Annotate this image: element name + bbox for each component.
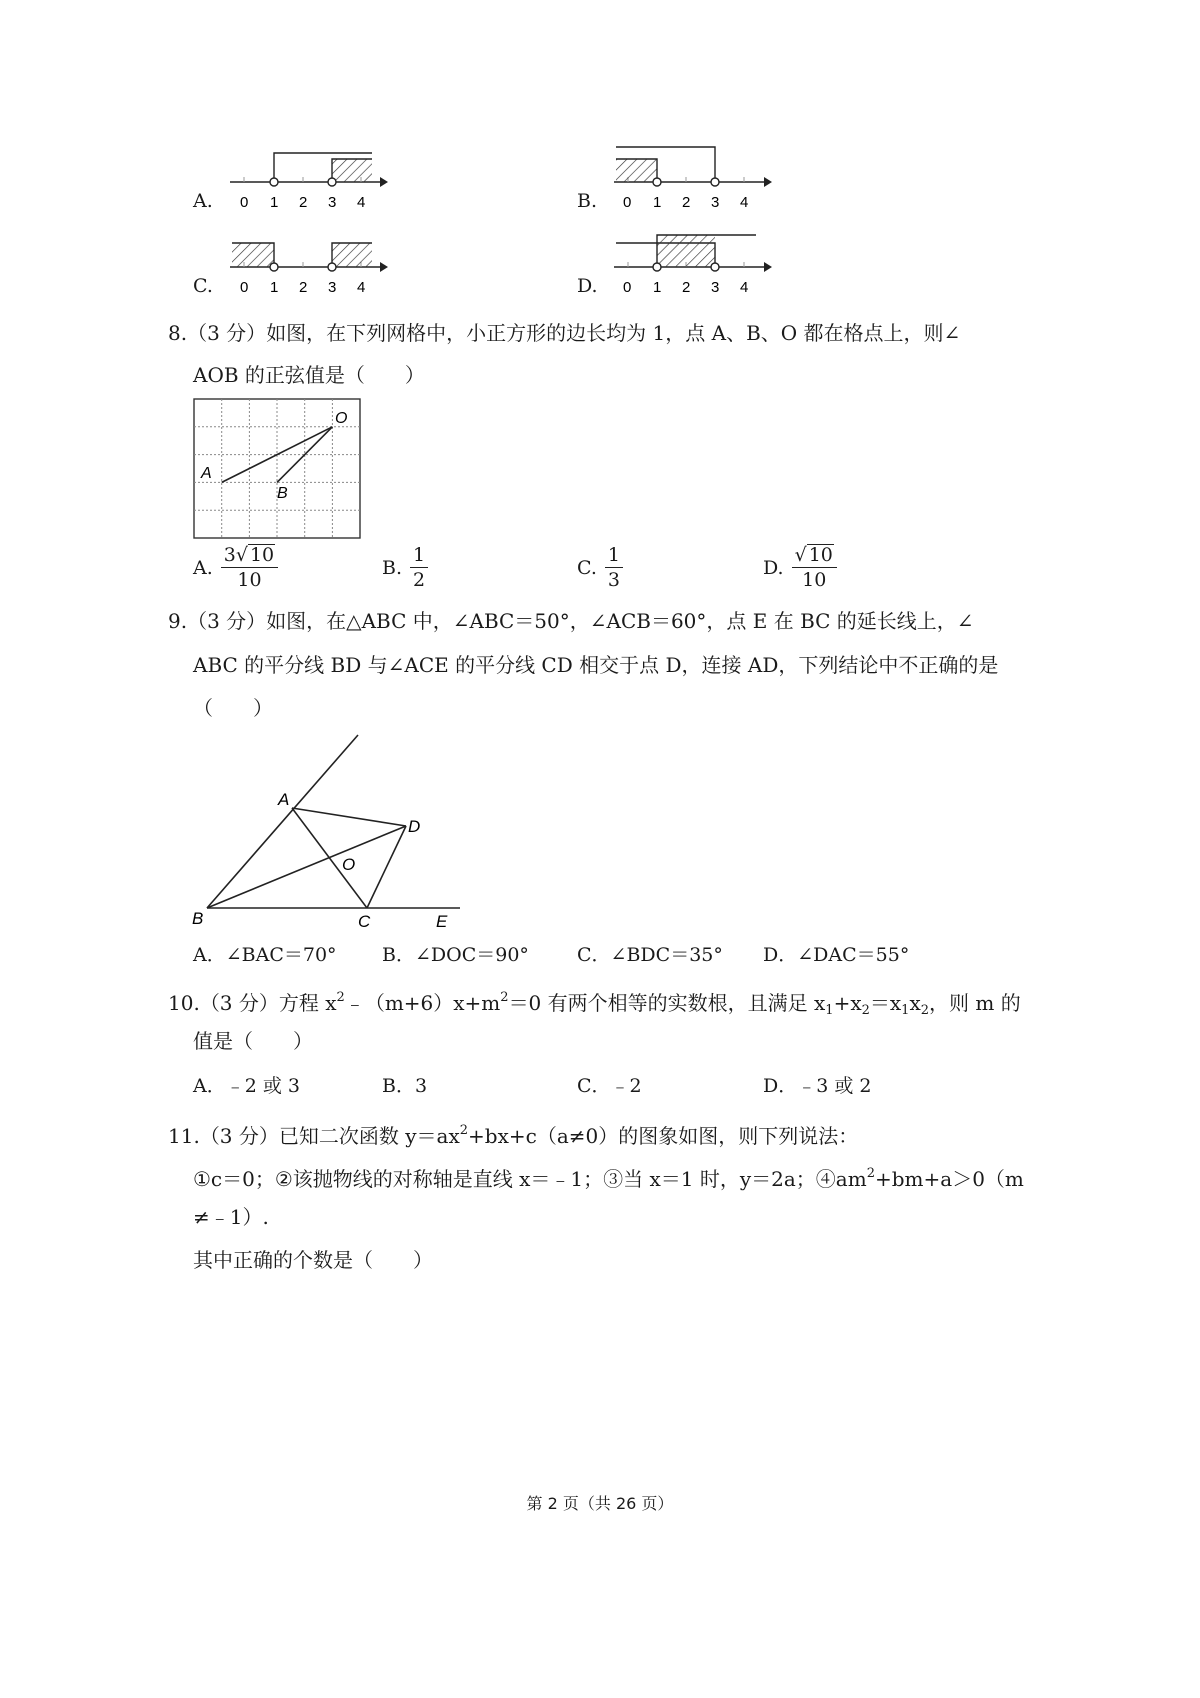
q9-point-o-label: O bbox=[342, 855, 356, 874]
q11-line-4: 其中正确的个数是（ ） bbox=[193, 1248, 433, 1272]
svg-text:3: 3 bbox=[328, 279, 337, 296]
q8-option-d-denominator: 10 bbox=[802, 569, 827, 591]
q11-text-b: +bx+c（a≠0）的图象如图，则下列说法： bbox=[468, 1124, 859, 1148]
q9-point-b-label: B bbox=[192, 909, 204, 928]
svg-text:4: 4 bbox=[357, 279, 366, 296]
q10-sup-2: 2 bbox=[500, 990, 509, 1005]
q9-stem-line-1: 如图，在△ABC 中，∠ABC＝50°，∠ACB＝60°，点 E 在 BC 的延长线上，∠ bbox=[266, 609, 974, 633]
q9-stem-line-3: （ ） bbox=[193, 696, 273, 720]
q11-statements-a: ①c＝0；②该抛物线的对称轴是直线 x＝﹣1；③当 x＝1 时，y＝2a；④am bbox=[193, 1167, 867, 1191]
q10-sub-1: 1 bbox=[825, 1003, 834, 1018]
q8-option-a-denominator: 10 bbox=[237, 569, 262, 591]
q10-option-c: C．﹣2 bbox=[577, 1075, 642, 1097]
q9-option-d: D．∠DAC＝55° bbox=[763, 944, 910, 966]
q8-option-a-label: A. bbox=[193, 557, 213, 579]
q8-option-c-denominator: 3 bbox=[607, 569, 620, 591]
q10-sub-3: 1 bbox=[901, 1003, 910, 1018]
svg-text:1: 1 bbox=[653, 279, 662, 296]
q8-option-c-label: C. bbox=[577, 557, 597, 579]
svg-text:0: 0 bbox=[240, 194, 249, 211]
q9-score: （3 分） bbox=[187, 609, 267, 633]
q10-option-a: A．﹣2 或 3 bbox=[193, 1075, 300, 1097]
svg-text:4: 4 bbox=[740, 194, 749, 211]
q9-triangle-figure bbox=[188, 732, 468, 932]
q8-option-d-label: D. bbox=[763, 557, 784, 579]
svg-text:2: 2 bbox=[299, 194, 308, 211]
q8-option-a-coef: 3 bbox=[223, 544, 236, 566]
q10-option-b: B．3 bbox=[382, 1075, 428, 1097]
q7-option-d-number-line bbox=[606, 227, 776, 300]
q9-stem-line-2: ABC 的平分线 BD 与∠ACE 的平分线 CD 相交于点 D，连接 AD，下列结论中不正确的是 bbox=[193, 653, 999, 677]
q8-stem-line-1: 如图，在下列网格中，小正方形的边长均为 1，点 A、B、O 都在格点上，则∠ bbox=[266, 321, 961, 345]
svg-text:4: 4 bbox=[740, 279, 749, 296]
svg-text:2: 2 bbox=[682, 194, 691, 211]
q8-option-b-denominator: 2 bbox=[413, 569, 426, 591]
q11-statements-b: +bm+a＞0（m bbox=[874, 1167, 1024, 1191]
q7-option-d-label: D. bbox=[577, 275, 598, 297]
q9-point-e-label: E bbox=[436, 912, 448, 931]
q8-point-b-label: B bbox=[277, 485, 288, 502]
svg-text:3: 3 bbox=[711, 194, 720, 211]
svg-text:1: 1 bbox=[653, 194, 662, 211]
q9-point-d-label: D bbox=[408, 817, 421, 836]
q10-text-b: ﹣（m+6）x+m bbox=[344, 991, 501, 1015]
q8-option-a-radicand: 10 bbox=[249, 544, 275, 566]
q10-sub-2: 2 bbox=[861, 1003, 870, 1018]
q11-line-2 bbox=[193, 1162, 1024, 1191]
q11-line-3: ≠﹣1）. bbox=[193, 1205, 269, 1229]
page-footer: 第 2 页（共 26 页） bbox=[526, 1494, 674, 1513]
q8-option-d bbox=[763, 544, 837, 592]
q10-sub-4: 2 bbox=[920, 1003, 930, 1018]
q10-text-e: ＝x bbox=[869, 991, 902, 1015]
svg-text:3: 3 bbox=[328, 194, 337, 211]
q8-option-c-fraction bbox=[605, 544, 623, 592]
q8-option-a-fraction: $\frac{3√ 10}{10}$ bbox=[221, 544, 278, 592]
q9-option-c: C．∠BDC＝35° bbox=[577, 944, 723, 966]
q8-option-b-fraction bbox=[410, 544, 428, 592]
q8-grid-figure bbox=[193, 398, 361, 540]
q7-option-c-number-line bbox=[222, 232, 392, 300]
q7-option-b-label: B. bbox=[577, 190, 598, 212]
q11-sup-1: 2 bbox=[459, 1123, 469, 1138]
q10-sup-1: 2 bbox=[336, 990, 345, 1005]
q9-number: 9. bbox=[168, 609, 188, 633]
q8-line-1 bbox=[168, 321, 960, 345]
q7-option-a-number-line bbox=[222, 145, 392, 215]
svg-text:0: 0 bbox=[240, 279, 249, 296]
svg-text:0: 0 bbox=[623, 279, 632, 296]
q9-point-a-label: A bbox=[278, 790, 290, 809]
q10-option-d: D．﹣3 或 2 bbox=[763, 1075, 872, 1097]
q10-text-d: +x bbox=[833, 991, 862, 1015]
q11-score: （3 分） bbox=[199, 1124, 279, 1148]
q7-option-c-label: C. bbox=[193, 275, 213, 297]
q8-point-a-label: A bbox=[201, 465, 212, 482]
q8-number: 8. bbox=[168, 321, 188, 345]
q8-option-a bbox=[193, 544, 278, 592]
q10-number: 10. bbox=[168, 991, 200, 1015]
q7-option-a-label: A. bbox=[193, 190, 213, 212]
svg-text:4: 4 bbox=[357, 194, 366, 211]
svg-text:1: 1 bbox=[270, 279, 279, 296]
q8-option-b-numerator: 1 bbox=[410, 544, 428, 568]
q10-text-g: ，则 m 的 bbox=[929, 991, 1021, 1015]
q9-point-c-label: C bbox=[358, 912, 371, 931]
q8-option-d-fraction: $\frac{√ 10}{10}$ bbox=[792, 544, 837, 592]
q10-score: （3 分） bbox=[199, 991, 279, 1015]
svg-text:1: 1 bbox=[270, 194, 279, 211]
q8-score: （3 分） bbox=[187, 321, 267, 345]
svg-text:2: 2 bbox=[682, 279, 691, 296]
q9-line-1 bbox=[168, 609, 974, 633]
svg-text:3: 3 bbox=[711, 279, 720, 296]
q8-option-c-numerator: 1 bbox=[605, 544, 623, 568]
q11-line-1 bbox=[168, 1119, 858, 1148]
q11-text-a: 已知二次函数 y＝ax bbox=[278, 1124, 460, 1148]
q8-stem-line-2: AOB 的正弦值是（ ） bbox=[193, 363, 425, 387]
q10-stem-line-2: 值是（ ） bbox=[193, 1029, 313, 1053]
q10-text-c: ＝0 有两个相等的实数根，且满足 x bbox=[508, 991, 826, 1015]
q7-option-b-number-line bbox=[606, 140, 776, 215]
q8-option-d-radicand: 10 bbox=[808, 544, 833, 566]
q8-option-c bbox=[577, 544, 623, 592]
svg-text:2: 2 bbox=[299, 279, 308, 296]
q8-option-b-label: B. bbox=[382, 557, 403, 579]
q9-option-b: B．∠DOC＝90° bbox=[382, 944, 529, 966]
q8-option-b bbox=[382, 544, 428, 592]
svg-text:0: 0 bbox=[623, 194, 632, 211]
q10-line-1 bbox=[168, 986, 1021, 1023]
q11-number: 11. bbox=[168, 1124, 200, 1148]
q8-point-o-label: O bbox=[335, 410, 348, 427]
q9-option-a: A．∠BAC＝70° bbox=[193, 944, 337, 966]
q10-text-f: x bbox=[909, 991, 921, 1015]
q10-text-a: 方程 x bbox=[278, 991, 337, 1015]
q11-sup-2: 2 bbox=[866, 1166, 875, 1181]
